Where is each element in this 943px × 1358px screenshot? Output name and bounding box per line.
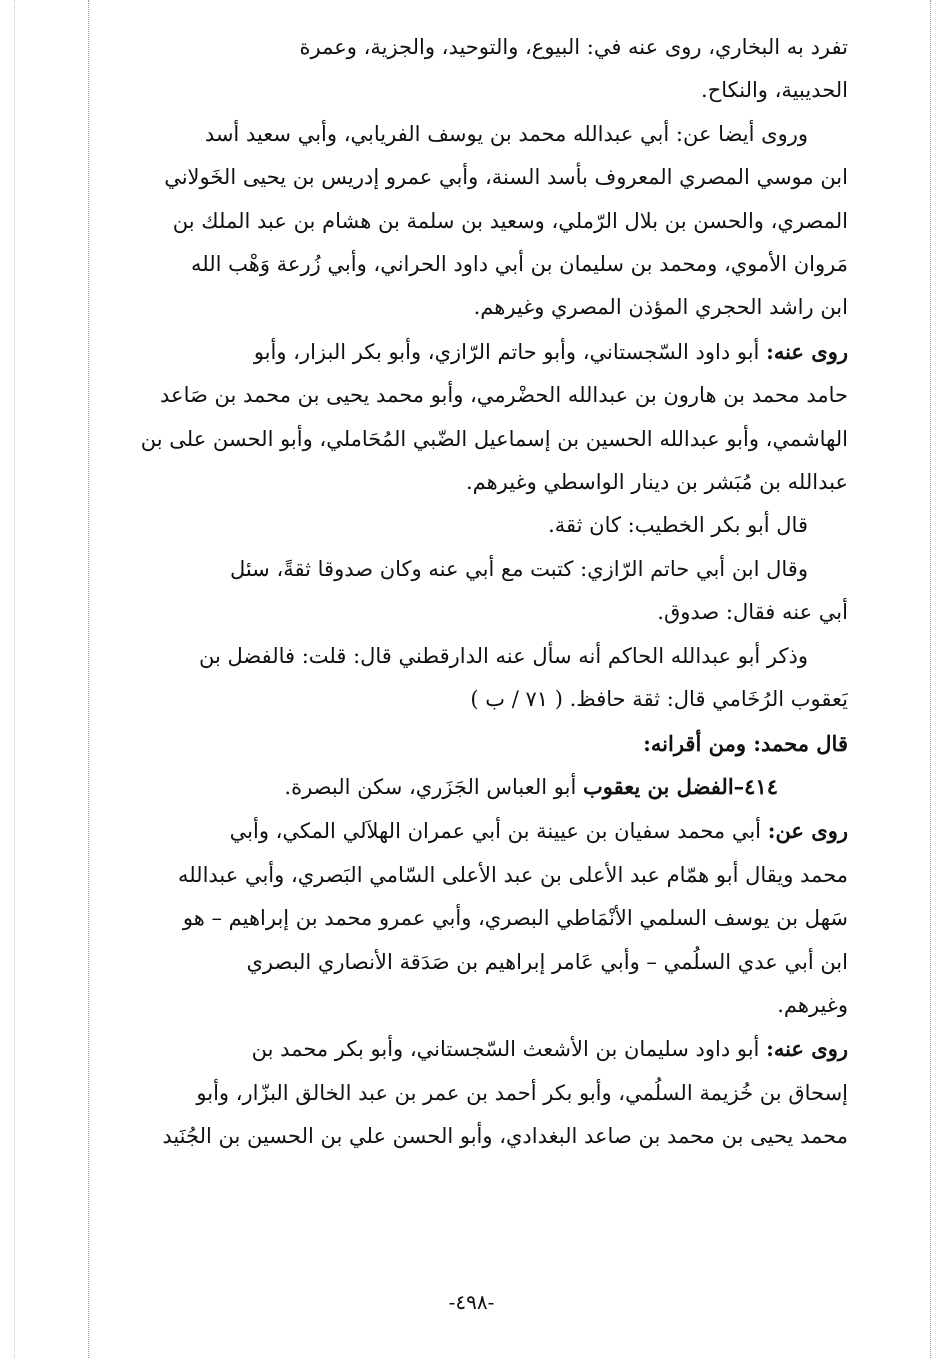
text-line-8-content: أبو داود السّجستاني، وأبو حاتم الرّازي، وأبو بكر البزار، وأبو <box>253 339 760 364</box>
text-line-22: ابن أبي عدي السلُمي – وأبي عَامر إبراهيم بن صَدَقة الأنصاري البصري <box>246 949 848 974</box>
rawa-anhu-label: روى عنه: <box>766 338 848 364</box>
text-line-3: وروى أيضا عن: أبي عبدالله محمد بن يوسف الفريابي، وأبي سعيد أسد <box>204 121 808 146</box>
rawa-anhu-label-2: روى عنه: <box>766 1036 848 1062</box>
text-line-19 <box>112 809 848 853</box>
text-line-16: يَعقوب الرُخَامي قال: ثقة حافظ. ( ٧١ / ب ) <box>470 687 848 712</box>
text-line-9: حامد محمد بن هارون بن عبدالله الحضْرمي، وأبو محمد يحيى بن محمد بن صَاعد <box>160 383 848 408</box>
text-line-12: قال أبو بكر الخطيب: كان ثقة. <box>548 513 808 538</box>
text-line-15: وذكر أبو عبدالله الحاكم أنه سأل عنه الدارقطني قال: قلت: فالفضل بن <box>198 643 808 668</box>
text-line-5: المصري، والحسن بن بلال الرّملي، وسعيد بن سلمة بن هشام بن عبد الملك بن <box>172 208 848 233</box>
text-line-26: محمد يحيى بن محمد بن صاعد البغدادي، وأبو الحسن علي بن الحسين بن الجُنَيد <box>162 1124 848 1149</box>
entry-description: أبو العباس الجَزَري، سكن البصرة. <box>284 774 577 799</box>
text-line-8 <box>112 330 848 374</box>
page-number: -٤٩٨- <box>448 1290 495 1314</box>
page-edge-left-outer <box>14 0 15 1358</box>
page-edge-left <box>88 0 89 1358</box>
text-line-23: وغيرهم. <box>777 992 848 1017</box>
text-line-4: ابن موسي المصري المعروف بأسد السنة، وأبي عمرو إدريس بن يحيى الخَولاني <box>164 165 848 190</box>
entry-number: ٤١٤– <box>733 773 778 799</box>
text-line-10: الهاشمي، وأبو عبدالله الحسين بن إسماعيل الضّبي المُحَاملي، وأبو الحسن على بن <box>140 426 848 451</box>
text-line-1: تفرد به البخاري، روى عنه في: البيوع، والتوحيد، والجزية، وعمرة <box>299 35 848 59</box>
text-line-24-content: أبو داود سليمان بن الأشعث السّجستاني، وأبو بكر محمد بن <box>251 1037 760 1062</box>
page-text <box>112 26 848 1159</box>
entry-name: الفضل بن يعقوب <box>583 773 734 799</box>
text-line-13: وقال ابن أبي حاتم الرّازي: كتبت مع أبي عنه وكان صدوقا ثقةً، سئل <box>229 556 808 581</box>
section-heading: قال محمد: ومن أقرانه: <box>643 730 848 756</box>
text-line-7: ابن راشد الحجري المؤذن المصري وغيرهم. <box>473 295 848 320</box>
text-line-20: محمد ويقال أبو همّام عبد الأعلى بن عبد الأعلى السّامي البَصري، وأبي عبدالله <box>177 862 848 887</box>
entry-heading <box>112 765 848 809</box>
text-line-2: الحديبية، والنكاح. <box>701 78 848 103</box>
text-line-6: مَروان الأموي، ومحمد بن سليمان بن أبي داود الحراني، وأبي زُرعة وَهْب الله <box>191 252 848 277</box>
text-line-11: عبدالله بن مُبَشر بن دينار الواسطي وغيرهم. <box>465 470 848 495</box>
text-line-24 <box>112 1027 848 1071</box>
text-line-21: سَهل بن يوسف السلمي الأنْمَاطي البصري، وأبي عمرو محمد بن إبراهيم – هو <box>182 906 848 931</box>
rawa-an-label: روى عن: <box>767 818 848 844</box>
text-line-19-content: أبي محمد سفيان بن عيينة بن أبي عمران الهلاَلي المكي، وأبي <box>229 819 761 844</box>
text-line-14: أبي عنه فقال: صدوق. <box>657 600 848 625</box>
text-line-25: إسحاق بن خُزيمة السلُمي، وأبو بكر أحمد بن عمر بن عبد الخالق البزّار، وأبو <box>196 1080 848 1105</box>
page-edge-right <box>930 0 931 1358</box>
